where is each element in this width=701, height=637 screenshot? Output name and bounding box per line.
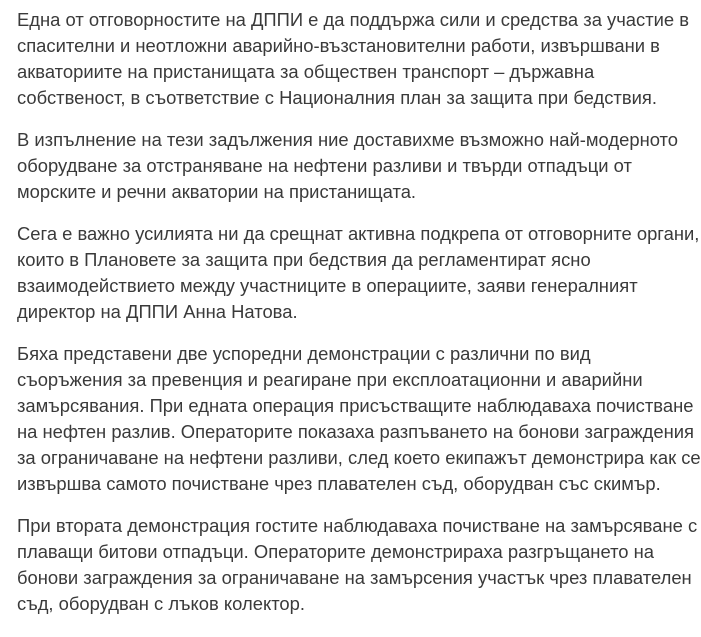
paragraph-equipment: В изпълнение на тези задължения ние доставихме възможно най-модерното оборудване за отстраняване на нефтени разливи и твърди отпадъци от морските и речни акватории на пристанищата. xyxy=(17,129,678,202)
paragraph-director-quote: Сега е важно усилията ни да срещнат активна подкрепа от отговорните органи, които в Плановете за защита при бедствия да регламентират ясно взаимодействието между участниците в операциите, заяви генералният директор на ДППИ Анна Натова. xyxy=(17,223,700,322)
paragraph-second-demonstration: При втората демонстрация гостите наблюдаваха почистване на замърсяване с плаващи битови отпадъци. Операторите демонстрираха разгръщането на бонови заграждения за ограничаване на замърсения участък чрез плавателен съд, оборудван с лъков колектор. xyxy=(17,515,698,614)
article-body xyxy=(17,7,701,633)
paragraph-first-demonstration: Бяха представени две успоредни демонстрации с различни по вид съоръжения за превенция и реагиране при експлоатационни и аварийни замърсявания. При едната операция присъстващите наблюдаваха почистване на нефтен разлив. Операторите показаха разпъването на бонови заграждения за ограничаване на нефтени разливи, след което екипажът демонстрира как се извършва самото почистване чрез плавателен съд, оборудван със скимър. xyxy=(17,343,701,494)
paragraph-responsibilities: Една от отговорностите на ДППИ е да поддържа сили и средства за участие в спасителни и неотложни аварийно-възстановителни работи, извършвани в акваториите на пристанищата за обществен транспорт – държавна собственост, в съответствие с Националния план за защита при бедствия. xyxy=(17,9,690,108)
